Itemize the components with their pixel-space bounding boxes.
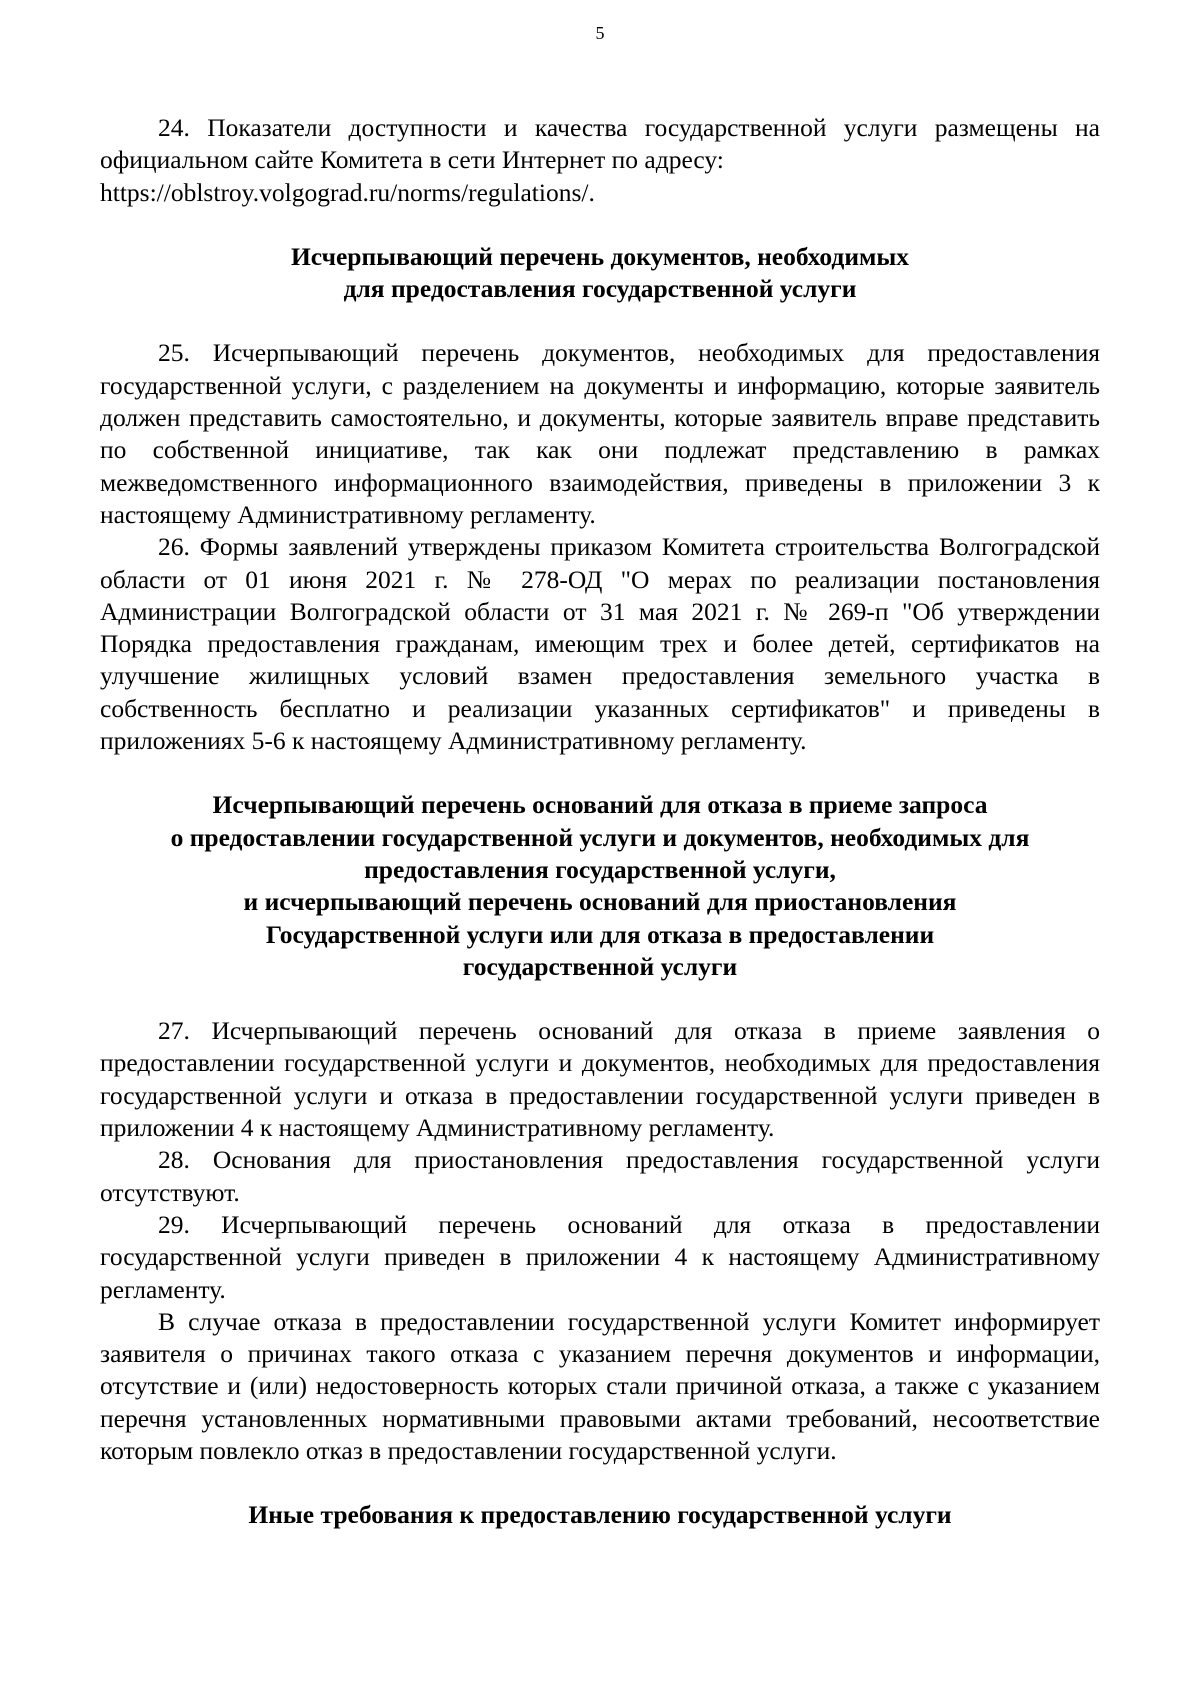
paragraph-26: 26. Формы заявлений утверждены приказом Комитета строительства Волгоградской области от 01 июня 2021 г. № 278-ОД "О мерах по реализации постановления Администрации Волгоградской области от 31 мая 2021 г. № 269-п "Об утверждении Порядка предоставления гражданам, имеющим трех и более детей, сертификатов на улучшение жилищных условий взамен предоставления земельного участка в собственность бесплатно и реализации указанных сертификатов" и приведены в приложениях 5-6 к настоящему Административному регламенту. <box>100 532 1100 756</box>
paragraph-24-text: 24. Показатели доступности и качества государственной услуги размещены на официальном сайте Комитета в сети Интернет по адресу: <box>100 113 1100 175</box>
heading-line: Государственной услуги или для отказа в предоставлении <box>265 919 935 949</box>
heading-line: предоставления государственной услуги, <box>364 854 836 884</box>
heading-line: и исчерпывающий перечень оснований для приостановления <box>243 887 957 917</box>
section-heading-documents <box>100 241 1100 306</box>
paragraph-28: 28. Основания для приостановления предоставления государственной услуги отсутствуют. <box>100 1145 1100 1207</box>
page-number: 5 <box>595 23 605 43</box>
paragraph-29: 29. Исчерпывающий перечень оснований для отказа в предоставлении государственной услуги приведен в приложении 4 к настоящему Административному регламенту. <box>100 1209 1100 1304</box>
heading-line: Исчерпывающий перечень оснований для отказа в приеме запроса <box>212 790 988 820</box>
paragraph-29-refusal-notice: В случае отказа в предоставлении государственной услуги Комитет информирует заявителя о причинах такого отказа с указанием перечня документов и информации, отсутствие и (или) недостоверность которых стали причиной отказа, а также с указанием перечня установленных нормативными правовыми актами требований, несоответствие которым повлекло отказ в предоставлении государственной услуги. <box>100 1306 1100 1465</box>
heading-line: государственной услуги <box>462 951 738 981</box>
paragraph-24 <box>100 112 1100 209</box>
document-body <box>100 112 1100 1532</box>
paragraph-25: 25. Исчерпывающий перечень документов, необходимых для предоставления государственной услуги, с разделением на документы и информацию, которые заявитель должен представить самостоятельно, и документы, которые заявитель вправе представить по собственной инициативе, так как они подлежат представлению в рамках межведомственного информационного взаимодействия, приведены в приложении 3 к настоящему Административному регламенту. <box>100 338 1100 529</box>
heading-line: о предоставлении государственной услуги и документов, необходимых для <box>170 822 1030 852</box>
heading-line: для предоставления государственной услуги <box>343 274 857 304</box>
paragraph-27: 27. Исчерпывающий перечень оснований для отказа в приеме заявления о предоставлении государственной услуги и документов, необходимых для предоставления государственной услуги и отказа в предоставлении государственной услуги приведен в приложении 4 к настоящему Административному регламенту. <box>100 1016 1100 1143</box>
heading-line: Иные требования к предоставлению государственной услуги <box>248 1500 952 1530</box>
heading-line: Исчерпывающий перечень документов, необходимых <box>290 241 910 271</box>
section-heading-other-requirements <box>100 1499 1100 1531</box>
section-heading-refusal-grounds <box>100 789 1100 983</box>
regulations-url: https://oblstroy.volgograd.ru/norms/regulations/. <box>100 177 595 207</box>
